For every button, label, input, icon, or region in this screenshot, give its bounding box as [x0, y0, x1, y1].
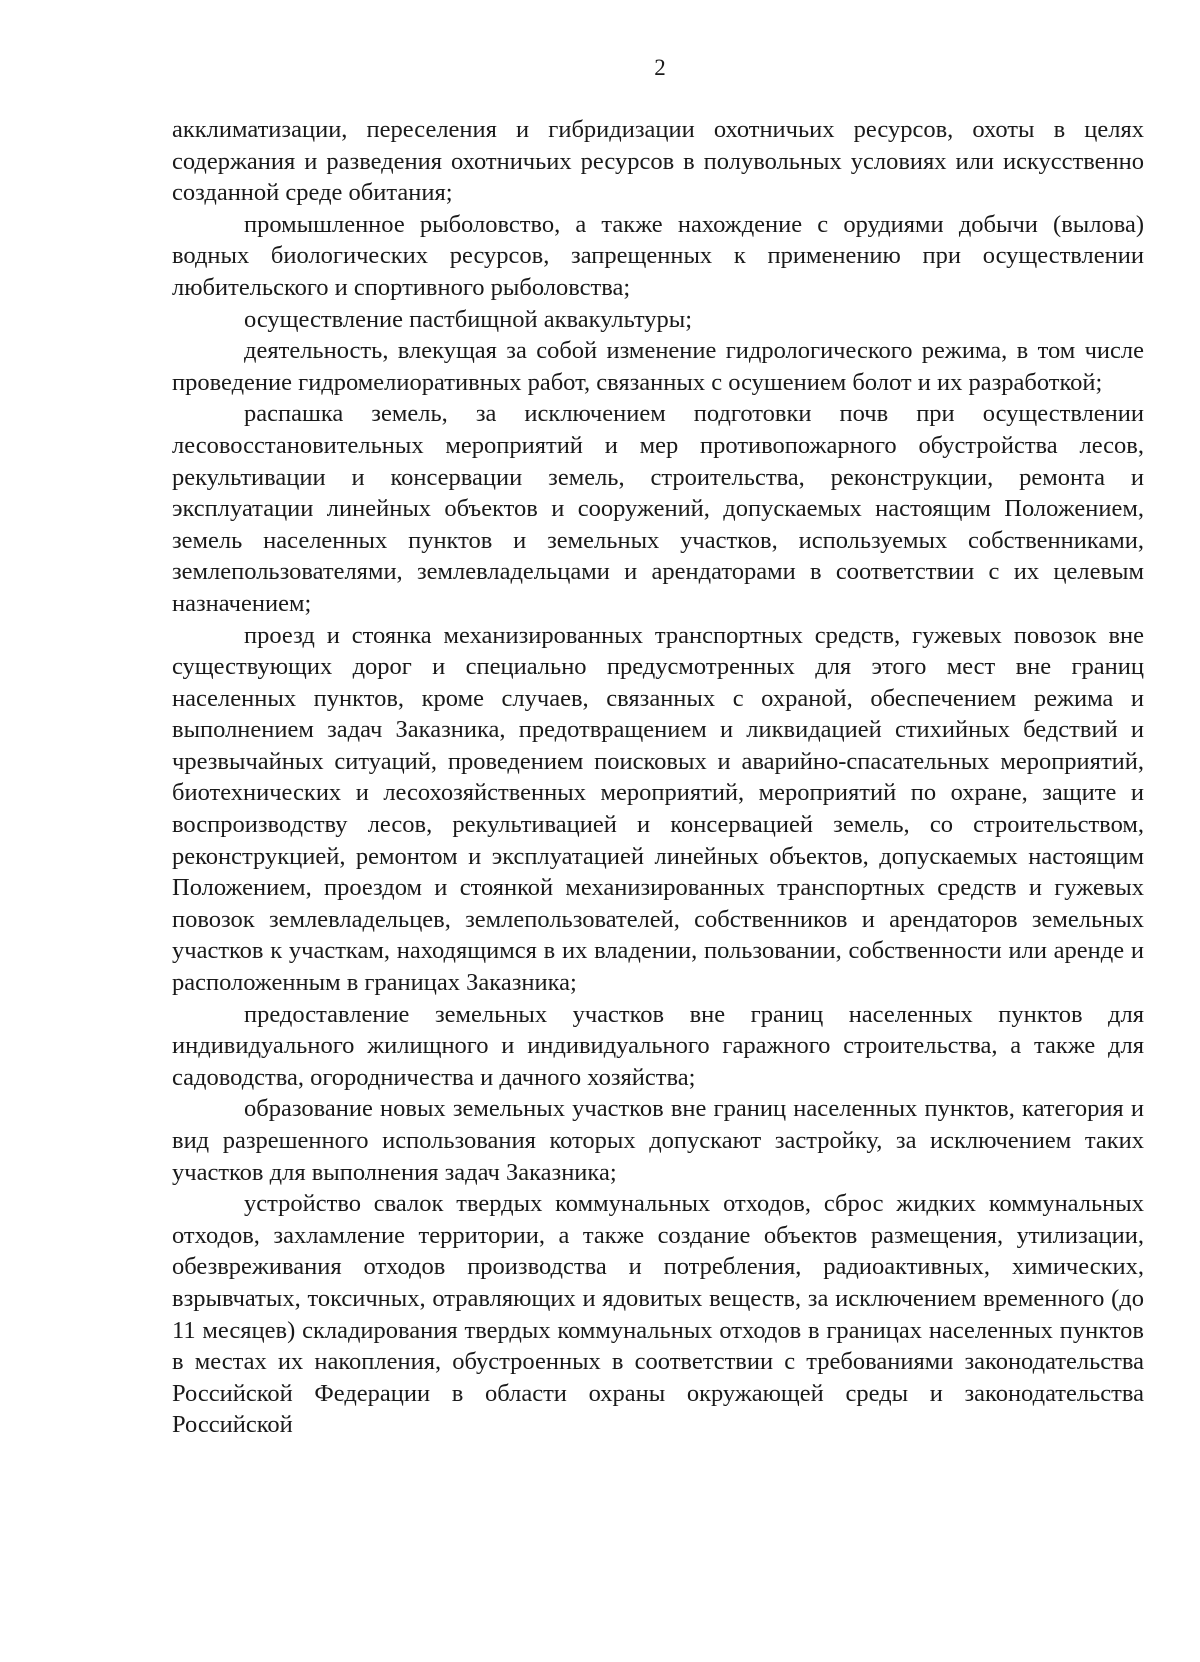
paragraph: образование новых земельных участков вне границ населенных пунктов, категория и вид разрешенного использования которых допускают застройку, за исключением таких участков для выполнения задач Заказника;: [172, 1095, 1144, 1186]
document-body: [172, 114, 1144, 1441]
paragraph: распашка земель, за исключением подготовки почв при осуществлении лесовосстановительных мероприятий и мер противопожарного обустройства лесов, рекультивации и консервации земель, строительства, реконструкции, ремонта и эксплуатации линейных объектов и сооружений, допускаемых настоящим Положением, земель населенных пунктов и земельных участков, используемых собственниками, землепользователями, землевладельцами и арендаторами в соответствии с их целевым назначением;: [172, 400, 1144, 617]
paragraph: акклиматизации, переселения и гибридизации охотничьих ресурсов, охоты в целях содержания и разведения охотничьих ресурсов в полувольных условиях или искусственно созданной среде обитания;: [172, 116, 1144, 207]
page-number: 2: [654, 55, 666, 80]
paragraph: деятельность, влекущая за собой изменение гидрологического режима, в том числе проведение гидромелиоративных работ, связанных с осушением болот и их разработкой;: [172, 337, 1144, 396]
paragraph: проезд и стоянка механизированных транспортных средств, гужевых повозок вне существующих дорог и специально предусмотренных для этого мест вне границ населенных пунктов, кроме случаев, связанных с охраной, обеспечением режима и выполнением задач Заказника, предотвращением и ликвидацией стихийных бедствий и чрезвычайных ситуаций, проведением поисковых и аварийно-спасательных мероприятий, биотехнических и лесохозяйственных мероприятий, мероприятий по охране, защите и воспроизводству лесов, рекультивацией и консервацией земель, со строительством, реконструкцией, ремонтом и эксплуатацией линейных объектов, допускаемых настоящим Положением, проездом и стоянкой механизированных транспортных средств и гужевых повозок землевладельцев, землепользователей, собственников и арендаторов земельных участков к участкам, находящимся в их владении, пользовании, собственности или аренде и расположенным в границах Заказника;: [172, 621, 1144, 997]
paragraph: устройство свалок твердых коммунальных отходов, сброс жидких коммунальных отходов, захламление территории, а также создание объектов размещения, утилизации, обезвреживания отходов производства и потребления, радиоактивных, химических, взрывчатых, токсичных, отравляющих и ядовитых веществ, за исключением временного (до 11 месяцев) складирования твердых коммунальных отходов в границах населенных пунктов в местах их накопления, обустроенных в соответствии с требованиями законодательства Российской Федерации в области охраны окружающей среды и законодательства Российской: [172, 1190, 1144, 1439]
paragraph: промышленное рыболовство, а также нахождение с орудиями добычи (вылова) водных биологических ресурсов, запрещенных к применению при осуществлении любительского и спортивного рыболовства;: [172, 210, 1144, 301]
paragraph: предоставление земельных участков вне границ населенных пунктов для индивидуального жилищного и индивидуального гаражного строительства, а также для садоводства, огородничества и дачного хозяйства;: [172, 1000, 1144, 1091]
paragraph: осуществление пастбищной аквакультуры;: [244, 305, 693, 333]
